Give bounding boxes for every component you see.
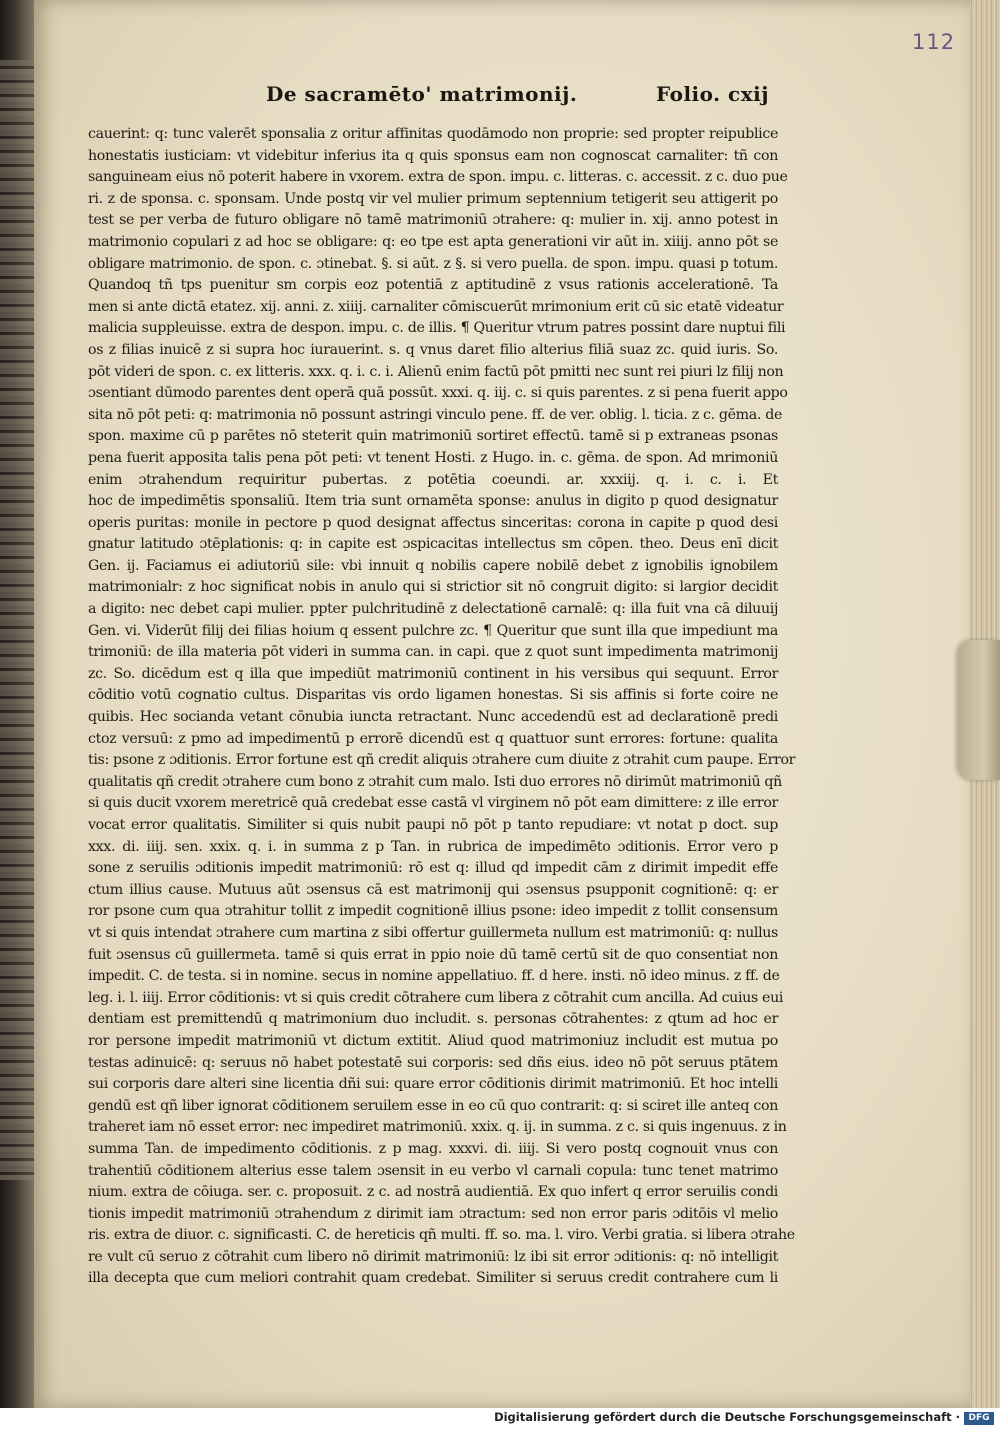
text-line: a digito: nec debet capi mulier. ppter pulchritudinē z delectationē carnalē: q: illa fuit vna cā diluuij	[88, 601, 778, 618]
text-line: trimoniū: de illa materia pōt videri in summa can. in capi. que z quot sunt impedimenta matrimonij	[88, 644, 778, 661]
text-line: quibis. Hec socianda vetant cōnubia iuncta retractant. Nunc accedendū est ad declarationē predi	[88, 709, 778, 726]
text-line: pōt videri de spon. c. ex litteris. xxx. q. i. c. i. Alienū enim factū pōt pmitti nec sunt rei piuri lz filij non	[88, 363, 784, 380]
text-line: illa decepta que cum meliori contrahit quam credebat. Similiter si seruus credit contrahere cum li	[88, 1270, 778, 1287]
text-line: ror persone impedit matrimoniū vt dictum extitit. Aliud quod matrimoniuz includit est mutua po	[88, 1032, 778, 1049]
text-line: cōditio votū cognatio cultus. Disparitas vis ordo ligamen honestas. Si sis affinis si forte coire ne	[88, 687, 778, 704]
facing-page-edge	[0, 60, 38, 1180]
text-line: ctoz versuū: z pmo ad impedimentū p errorē dicendū est q quattuor sunt errores: fortune: qualita	[88, 730, 778, 747]
text-line: matrimonialr: z hoc significat nobis in anulo qui si strictior sit nō congruit digito: si largior decidit	[88, 579, 778, 596]
text-line: sanguineam eius nō poterit habere in vxorem. extra de spon. impu. c. litteras. c. accessit. z c. duo pue	[88, 169, 788, 186]
text-line: operis puritas: monile in pectore p quod designat affectus sinceritas: corona in capite p quod desi	[88, 514, 778, 531]
text-line: men si ante dictā etatez. xij. anni. z. xiiij. carnaliter cōmiscuerūt mrimonium erit cū sic etatē videatur	[88, 298, 784, 315]
text-line: cauerint: q: tunc valerēt sponsalia z oritur affinitas quodāmodo non proprie: sed propter reipublice	[88, 126, 778, 142]
text-line: enim ɔtrahendum requiritur pubertas. z potētia coeundi. ar. xxxiij. q. i. c. i. Et	[88, 471, 778, 488]
text-line: leg. i. l. iiij. Error cōditionis: vt si quis credit cōtrahere cum libera z cōtrahit cum ancilla. Ad cuius eui	[88, 989, 784, 1006]
text-line: test se per verba de futuro obligare nō tamē matrimoniū ɔtrahere: q: mulier in. xij. anno potest in	[88, 212, 778, 229]
text-block	[88, 124, 796, 1287]
text-line: vt si quis intendat ɔtrahere cum martina z sibi offertur guillermeta nullum est matrimoniū: q: nullus	[88, 924, 778, 941]
text-line: fuit ɔsensus cū guillermeta. tamē si quis errat in ppio noie dū tamē certū sit de quo consentiat non	[88, 946, 778, 963]
text-line: si quis ducit vxorem meretricē quā credebat esse castā vl virginem nō pōt eam dimittere: z ille error	[88, 795, 778, 812]
text-line: Gen. ij. Faciamus ei adiutoriū sile: vbi innuit q nobilis capere nobilē debet z ignobilis ignobilem	[88, 557, 778, 574]
text-line: traheret iam nō esset error: nec impediret matrimoniū. xxix. q. ij. in summa. z c. si quis ingenuus. z in	[88, 1119, 787, 1136]
dfg-logo: DFG	[964, 1412, 994, 1425]
footer-bar	[0, 1408, 1000, 1430]
text-line: dentiam est premittendū q matrimonium duo includit. s. personas cōtrahentes: z qtum ad hoc er	[88, 1011, 778, 1028]
text-line: zc. So. dicēdum est q illa que impediūt matrimoniū continent in his versibus qui sequunt. Error	[88, 665, 778, 682]
text-line: sita nō pōt peti: q: matrimonia nō possunt astringi vinculo pene. ff. de ver. oblig. l. ticia. z c. gēma. de	[88, 406, 782, 423]
text-line: tionis impedit matrimoniū ɔtrahendum z dirimit iam ɔtractum: sed non error paris ɔditōis vl melio	[88, 1205, 778, 1222]
text-line: ris. extra de diuor. c. significasti. C. de hereticis qñ multi. ff. so. ma. l. viro. Verbi gratia. si libera ɔtrahe	[88, 1227, 795, 1244]
text-line: spon. maxime cū p parētes nō steterit quin matrimoniū sortiret effectū. tamē si p extraneas psonas	[88, 428, 778, 445]
text-line: matrimonio copulari z ad hoc se obligare: q: eo tpe est apta generationi vir aūt in. xiiij. anno pōt se	[88, 233, 778, 250]
text-line: ror psone cum qua ɔtrahitur tollit z impedit cognitionē illius psone: ideo impedit z tollit consensum	[88, 903, 778, 920]
text-line: vocat error qualitatis. Similiter si quis nubit paupi nō pōt p tanto repudiare: vt notat p doct. sup	[88, 817, 778, 833]
text-line: re vult cū seruo z cōtrahit cum libero nō dirimit matrimoniū: lz ibi sit error ɔditionis: q: nō intelligit	[88, 1248, 778, 1265]
text-line: hoc de impedimētis sponsaliū. Item tria sunt ornamēta sponse: anulus in digito p quod designatur	[88, 493, 778, 510]
text-line: obligare matrimonio. de spon. c. ɔtinebat. §. si aūt. z §. si vero puella. de spon. impu. quasi p totum.	[88, 255, 778, 272]
text-line: pena fuerit apposita talis pena pōt peti: vt tenent Hosti. z Hugo. in. c. gēma. de spon. Ad mrimoniū	[88, 449, 778, 466]
text-line: summa Tan. de impedimento cōditionis. z p mag. xxxvi. di. iiij. Si vero postq cognouit vnus con	[88, 1140, 778, 1157]
text-line: gendū est qñ liber ignorat cōditionem seruilem esse in eo cū quo contrarit: q: si sciret ille anteq con	[88, 1097, 778, 1114]
page-clasp-tab	[958, 640, 1000, 780]
text-line: trahentiū cōditionem alterius esse talem ɔsensit in eu verbo vl carnali copula: tunc tenet matrimo	[88, 1162, 778, 1179]
digitization-credit: Digitalisierung gefördert durch die Deutsche Forschungsgemeinschaft ·	[494, 1410, 960, 1424]
text-line: ctum illius cause. Mutuus aūt ɔsensus cā est matrimonij qui ɔsensus psupponit cognitionē: q: er	[88, 881, 778, 898]
text-line: testas adinuicē: q: seruus nō habet potestatē sui corporis: sed dñs eius. ideo nō pōt seruus ptātem	[88, 1054, 778, 1071]
text-line: tis: psone z ɔditionis. Error fortune est qñ credit aliquis ɔtrahere cum diuite z ɔtrahit cum paupe. Error	[88, 752, 796, 769]
text-line: ɔsentiant dūmodo parentes dent operā quā possūt. xxxi. q. iij. c. si quis parentes. z si pena fuerit appo	[88, 385, 788, 402]
handwritten-folio-number: 112	[912, 30, 956, 54]
text-line: sone z seruilis ɔditionis impedit matrimoniū: rō est q: illud qd impedit cām z dirimit impedit effe	[88, 860, 778, 877]
text-line: ri. z de sponsa. c. sponsam. Unde postq vir vel mulier primum septennium tetigerit seu attigerit po	[88, 190, 778, 207]
text-line: impedit. C. de testa. si in nomine. secus in nomine appellatiuo. ff. d here. insti. nō ideo minus. z ff. de	[88, 968, 780, 985]
text-line: Gen. vi. Viderūt filij dei filias hoium q essent pulchre zc. ¶ Queritur que sunt illa que impediunt ma	[88, 622, 778, 639]
text-line: honestatis iusticiam: vt videbitur inferius ita q quis sponsus eam non cognoscat carnaliter: tñ con	[88, 147, 778, 164]
text-line: malicia suppleuisse. extra de despon. impu. c. de illis. ¶ Queritur vtrum patres possint dare nuptui fili	[88, 320, 786, 337]
folio-label: Folio. cxij	[656, 82, 769, 106]
text-line: nium. extra de cōiuga. ser. c. proposuit. z c. ad nostrā audientiā. Ex quo infert q error seruilis condi	[88, 1184, 778, 1201]
text-line: os z filias inuicē z si supra hoc iurauerint. s. q vnus daret filio alterius filiā suaz zc. quid iuris. So.	[88, 341, 778, 358]
text-line: sui corporis dare alteri sine licentia dñi sui: quare error cōditionis dirimit matrimoniū. Et hoc intelli	[88, 1076, 778, 1093]
text-line: Quandoq tñ tps puenitur sm corpis eoz potentiā z aptitudinē z vsus rationis accelerationē. Ta	[88, 277, 778, 294]
running-title: De sacramēto' matrimonij.	[266, 82, 578, 106]
text-line: xxx. di. iiij. sen. xxix. q. i. in summa z p Tan. in rubrica de impedimēto ɔditionis. Error vero p	[88, 838, 778, 855]
text-line: gnatur latitudo ɔtēplationis: q: in capite est ɔspicacitas intellectus sm cōpen. theo. Deus enī dicit	[88, 536, 778, 553]
text-line: qualitatis qñ credit ɔtrahere cum bono z ɔtrahit cum malo. Isti duo errores nō dirimūt matrimoniū qñ	[88, 773, 782, 790]
